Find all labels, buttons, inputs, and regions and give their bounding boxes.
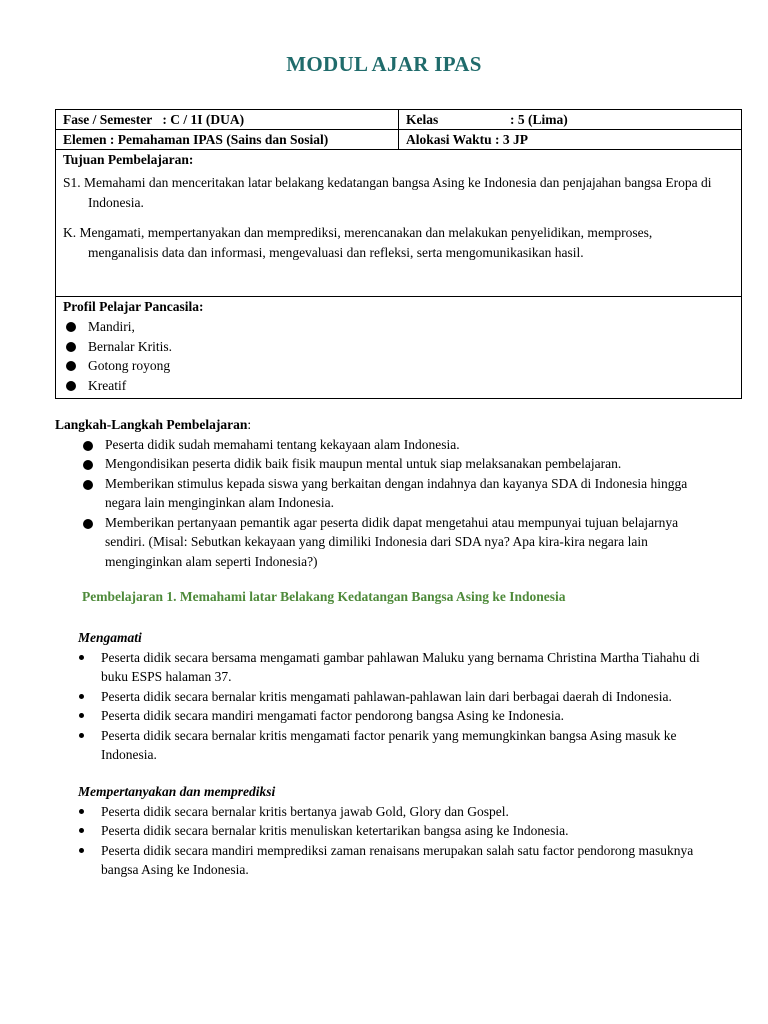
- elemen-value: : Pemahaman IPAS (Sains dan Sosial): [109, 132, 329, 147]
- profil-item: Bernalar Kritis.: [63, 337, 734, 357]
- profil-item: Mandiri,: [63, 317, 734, 337]
- info-table: [55, 109, 742, 399]
- langkah-item: Peserta didik sudah memahami tentang kekayaan alam Indonesia.: [81, 435, 715, 455]
- pembelajaran-title: Pembelajaran 1. Memahami latar Belakang Kedatangan Bangsa Asing ke Indonesia: [82, 589, 566, 604]
- tujuan-heading: Tujuan Pembelajaran:: [63, 152, 194, 167]
- langkah-heading-line: [55, 415, 715, 435]
- langkah-list: [81, 435, 715, 572]
- langkah-colon: :: [247, 417, 252, 432]
- mengamati-item: Peserta didik secara mandiri mengamati factor pendorong bangsa Asing ke Indonesia.: [78, 706, 708, 726]
- langkah-heading: Langkah-Langkah Pembelajaran: [55, 417, 248, 432]
- info-row-fase: [56, 110, 742, 130]
- alokasi-label: Alokasi Waktu: [406, 132, 492, 147]
- kelas-value: : 5 (Lima): [510, 112, 568, 127]
- profil-item: Kreatif: [63, 376, 734, 396]
- mempertanyakan-section: [78, 782, 708, 880]
- profil-heading: Profil Pelajar Pancasila:: [63, 299, 204, 314]
- elemen-cell: [56, 130, 399, 150]
- profil-cell: [56, 297, 742, 399]
- langkah-item: Memberikan pertanyaan pemantik agar peserta didik dapat mengetahui atau mempunyai tujuan belajarnya sendiri. (Misal: Sebutkan kekayaan yang dimiliki Indonesia dari SDA nya? Apa kira-kira negara lain menginginkan alam seperti Indonesia?): [81, 513, 715, 572]
- elemen-label: Elemen: [63, 132, 107, 147]
- mempertanyakan-item: Peserta didik secara bernalar kritis bertanya jawab Gold, Glory dan Gospel.: [78, 802, 708, 822]
- tujuan-item-s1: S1. Memahami dan menceritakan latar belakang kedatangan bangsa Asing ke Indonesia dan penjajahan bangsa Eropa di Indonesia.: [63, 175, 712, 210]
- langkah-item: Memberikan stimulus kepada siswa yang berkaitan dengan indahnya dan kayanya SDA di Indonesia hingga negara lain menginginkan alam Indonesia.: [81, 474, 715, 513]
- info-row-elemen: [56, 130, 742, 150]
- mempertanyakan-list: [78, 802, 708, 880]
- mempertanyakan-item: Peserta didik secara bernalar kritis menuliskan ketertarikan bangsa asing ke Indonesia.: [78, 821, 708, 841]
- mengamati-item: Peserta didik secara bernalar kritis mengamati pahlawan-pahlawan lain dari berbagai daerah di Indonesia.: [78, 687, 708, 707]
- page-title: MODUL AJAR IPAS: [286, 52, 482, 76]
- profil-list: [63, 317, 734, 395]
- mengamati-section: [78, 628, 708, 765]
- tujuan-cell: [56, 150, 742, 297]
- fase-value: : C / 1I (DUA): [162, 112, 245, 127]
- mengamati-list: [78, 648, 708, 765]
- fase-cell: [56, 110, 399, 130]
- langkah-section: [55, 415, 715, 571]
- mengamati-heading: Mengamati: [78, 630, 142, 645]
- info-row-profil: [56, 297, 742, 399]
- mengamati-item: Peserta didik secara bersama mengamati gambar pahlawan Maluku yang bernama Christina Martha Tiahahu di buku ESPS halaman 37.: [78, 648, 708, 687]
- info-row-tujuan: [56, 150, 742, 297]
- tujuan-item-k: K. Mengamati, mempertanyakan dan memprediksi, merencanakan dan melakukan penyelidikan, memproses, menganalisis data dan informasi, mengevaluasi dan refleksi, serta mengomunikasikan hasil.: [63, 225, 653, 260]
- alokasi-value: : 3 JP: [495, 132, 529, 147]
- mengamati-item: Peserta didik secara bernalar kritis mengamati factor penarik yang memungkinkan bangsa Asing masuk ke Indonesia.: [78, 726, 708, 765]
- kelas-label: Kelas: [406, 112, 439, 127]
- profil-item: Gotong royong: [63, 356, 734, 376]
- kelas-cell: [399, 110, 742, 130]
- mempertanyakan-heading: Mempertanyakan dan memprediksi: [78, 784, 276, 799]
- alokasi-cell: [399, 130, 742, 150]
- mempertanyakan-item: Peserta didik secara mandiri memprediksi zaman renaisans merupakan salah satu factor pendorong masuknya bangsa Asing ke Indonesia.: [78, 841, 708, 880]
- fase-label: Fase / Semester: [63, 112, 153, 127]
- langkah-item: Mengondisikan peserta didik baik fisik maupun mental untuk siap melaksanakan pembelajaran.: [81, 454, 715, 474]
